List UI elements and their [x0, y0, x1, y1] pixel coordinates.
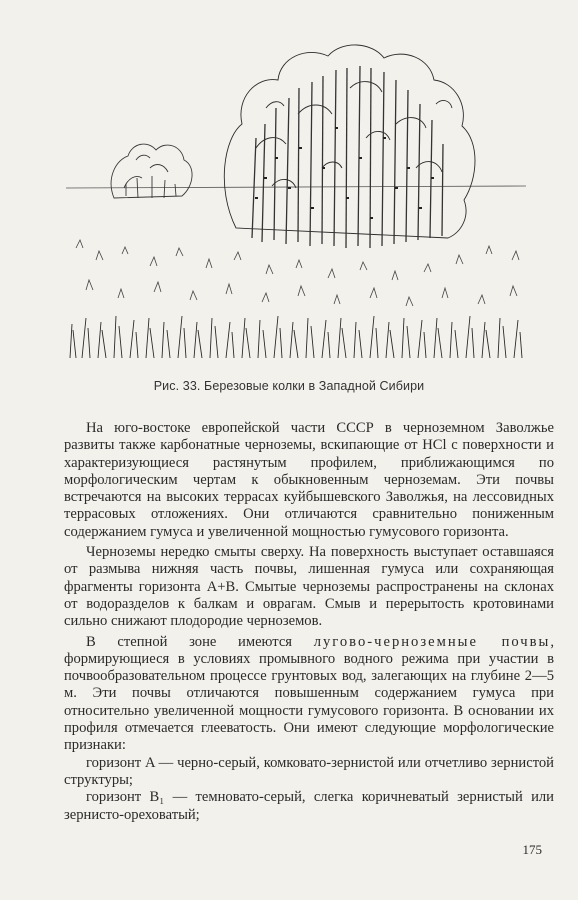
horizon-item: горизонт A — черно-серый, комковато-зернистой или отчетливо зернистой структуры;	[64, 754, 554, 788]
paragraph-rest: , формирующиеся в условиях промывного водного режима при участии в почвообразовательном процессе грунтовых вод, залегающих на глубине 2—5 м. Эти почвы отличаются повышенным содержанием гумуса при относительно увеличенной мощности гумусового горизонта. В основании их профиля отмечается глееватость. Они имеют следующие морфологические признаки:	[64, 633, 555, 754]
page-number: 175	[522, 842, 542, 857]
horizon-item: горизонт B₁ — темновато-серый, слегка коричневатый зернистый или зернисто-ореховатый;	[64, 789, 554, 823]
birch-grove-illustration	[66, 28, 526, 360]
figure-caption: Рис. 33. Березовые колки в Западной Сибири	[153, 379, 425, 393]
paragraph	[64, 634, 554, 755]
paragraph: На юго-востоке европейской части СССР в черноземном Заволжье развиты также карбонатные черноземы, вскипающие от HCl с поверхности и характеризующиеся растянутым профилем, приближающимся по морфологическим чертам к обыкновенным черноземам. Эти почвы встречаются на высоких террасах куйбышевского Заволжья, на лессовидных террасовых отложениях. Они отличаются сравнительно пониженным содержанием гумуса и увеличенной мощностью гумусового горизонта.	[64, 420, 554, 540]
birch-grove-drawing	[66, 28, 526, 360]
body-text	[64, 420, 554, 824]
emphasized-term: лугово-черноземные почвы	[313, 633, 551, 650]
paragraph: Черноземы нередко смыты сверху. На поверхность выступает оставшаяся от размыва нижняя часть почвы, лишенная гумуса или сохраняющая фрагменты горизонта A+B. Смытые черноземы распространены на склонах от водоразделов к балкам и оврагам. Смыв и перерытость кротовинами сильно снижают плодородие черноземов.	[64, 544, 554, 630]
paragraph-start: В степной зоне имеются	[86, 633, 293, 650]
